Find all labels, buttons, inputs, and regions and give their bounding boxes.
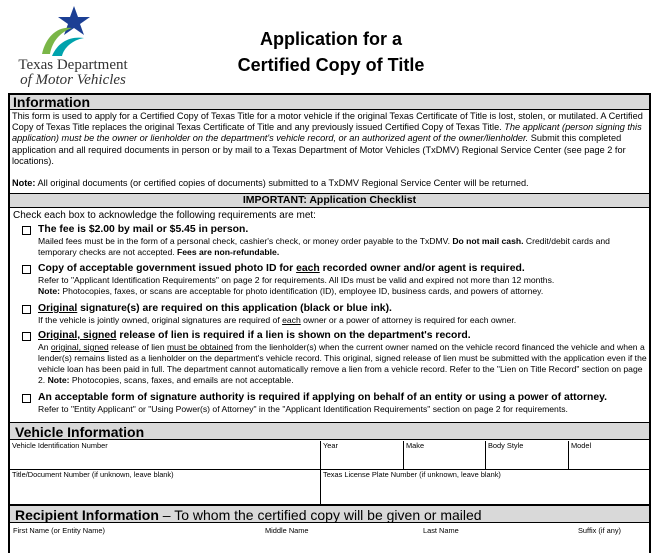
fee-heading: The fee is $2.00 by mail or $5.45 in person. bbox=[38, 224, 249, 235]
model-label: Model bbox=[571, 441, 592, 450]
vehicle-information-heading: Vehicle Information bbox=[10, 422, 649, 440]
model-field[interactable] bbox=[568, 441, 649, 469]
recipient-name-row bbox=[10, 525, 649, 541]
first-name-label: First Name (or Entity Name) bbox=[13, 526, 105, 535]
title-document-number-field[interactable] bbox=[10, 470, 320, 504]
lien-release-checkbox[interactable] bbox=[22, 332, 31, 341]
signatures-description: If the vehicle is jointly owned, original signatures are required of each owner or a power of attorney is required for each owner. bbox=[38, 315, 517, 325]
checklist-item-signature-authority bbox=[22, 392, 650, 415]
title-line-1: Application for a bbox=[259, 29, 402, 49]
license-plate-field[interactable] bbox=[320, 470, 649, 504]
signature-authority-heading: An acceptable form of signature authority is required if applying on behalf of an entity or using a power of attorney. bbox=[38, 392, 608, 403]
year-field[interactable] bbox=[320, 441, 403, 469]
information-heading: Information bbox=[8, 93, 651, 110]
middle-name-label: Middle Name bbox=[265, 526, 309, 535]
vin-label: Vehicle Identification Number bbox=[12, 441, 108, 450]
logo-line-2: of Motor Vehicles bbox=[20, 72, 126, 88]
star-swoosh-icon bbox=[36, 4, 98, 58]
checklist-item-signatures bbox=[22, 303, 650, 326]
signature-authority-checkbox[interactable] bbox=[22, 394, 31, 403]
lien-release-heading: Original, signed release of lien is required if a lien is shown on the department's record. bbox=[38, 330, 471, 341]
body-style-field[interactable] bbox=[485, 441, 568, 469]
logo-line-1: Texas Department bbox=[18, 57, 128, 73]
lien-release-description: An original, signed release of lien must be obtained from the lienholder(s) when the current owner named on the vehicle record financed the vehicle and when a lender(s) remains listed as a lienholder on the department's vehicle record. This original, signed release of lien must be submitted with the application even if the vehicle loan has been paid in full. The department cannot automatically remove a lien from a vehicle record. Refer to the "Lien on Title Record" section on page 2. Note: Photocopies, scans, faxes, and emails are not acceptable. bbox=[38, 342, 647, 385]
fee-description: Mailed fees must be in the form of a personal check, cashier's check, or money order payable to the TxDMV. Do not mail cash. Credit/debit cards and temporary checks are not accepted. Fees are non-refundable. bbox=[38, 236, 610, 257]
signature-authority-description: Refer to "Entity Applicant" or "Using Power(s) of Attorney" in the "Applicant Identification Requirements" section on page 2 for requirements. bbox=[38, 404, 568, 414]
make-field[interactable] bbox=[403, 441, 485, 469]
fee-checkbox[interactable] bbox=[22, 226, 31, 235]
page-title bbox=[200, 26, 462, 78]
vehicle-row-2 bbox=[10, 470, 649, 505]
recipient-information-heading: Recipient Information – To whom the certified copy will be given or mailed bbox=[10, 505, 649, 523]
vin-field[interactable] bbox=[10, 441, 320, 469]
title-line-2: Certified Copy of Title bbox=[237, 55, 425, 75]
checklist-intro: Check each box to acknowledge the following requirements are met: bbox=[13, 210, 316, 221]
checklist-item-fee bbox=[22, 224, 650, 258]
checklist-item-lien-release bbox=[22, 330, 650, 386]
last-name-label: Last Name bbox=[423, 526, 459, 535]
txdmv-logo bbox=[8, 4, 138, 90]
photo-id-description: Refer to "Applicant Identification Requirements" on page 2 for requirements. All IDs must be valid and expired not more than 12 months. Note: Photocopies, faxes, or scans are acceptable for photo identification (ID), employee ID, business cards, and powers of attorney. bbox=[38, 275, 555, 296]
body-style-label: Body Style bbox=[488, 441, 524, 450]
checklist-heading: IMPORTANT: Application Checklist bbox=[10, 193, 649, 208]
license-plate-label: Texas License Plate Number (if unknown, leave blank) bbox=[323, 470, 501, 479]
make-label: Make bbox=[406, 441, 425, 450]
photo-id-checkbox[interactable] bbox=[22, 265, 31, 274]
vehicle-row-1 bbox=[10, 441, 649, 470]
information-note: Note: All original documents (or certified copies of documents) submitted to a TxDMV Regional Service Center will be returned. bbox=[12, 178, 529, 188]
checklist-item-photo-id bbox=[22, 263, 650, 297]
information-text: This form is used to apply for a Certified Copy of Texas Title for a motor vehicle if the original Texas Certificate of Title is lost, stolen, or mutilated. A Certified Copy of Texas Title replaces the original Texas Certificate of Title and any previously issued Certified Copy of Texas Title. The applicant (person signing this application) must be the owner or lienholder on the department's vehicle record, or an authorized agent of the owner/lienholder. Submit this completed application and all required documents in person or by mail to a Texas Department of Motor Vehicles (TxDMV) Regional Service Center (see page 2 for locations). bbox=[12, 111, 643, 166]
year-label: Year bbox=[323, 441, 338, 450]
signatures-checkbox[interactable] bbox=[22, 305, 31, 314]
suffix-label: Suffix (if any) bbox=[578, 526, 621, 535]
title-document-number-label: Title/Document Number (if unknown, leave blank) bbox=[12, 470, 174, 479]
signatures-heading: Original signature(s) are required on this application (black or blue ink). bbox=[38, 303, 392, 314]
photo-id-heading: Copy of acceptable government issued photo ID for each recorded owner and/or agent is required. bbox=[38, 263, 525, 274]
